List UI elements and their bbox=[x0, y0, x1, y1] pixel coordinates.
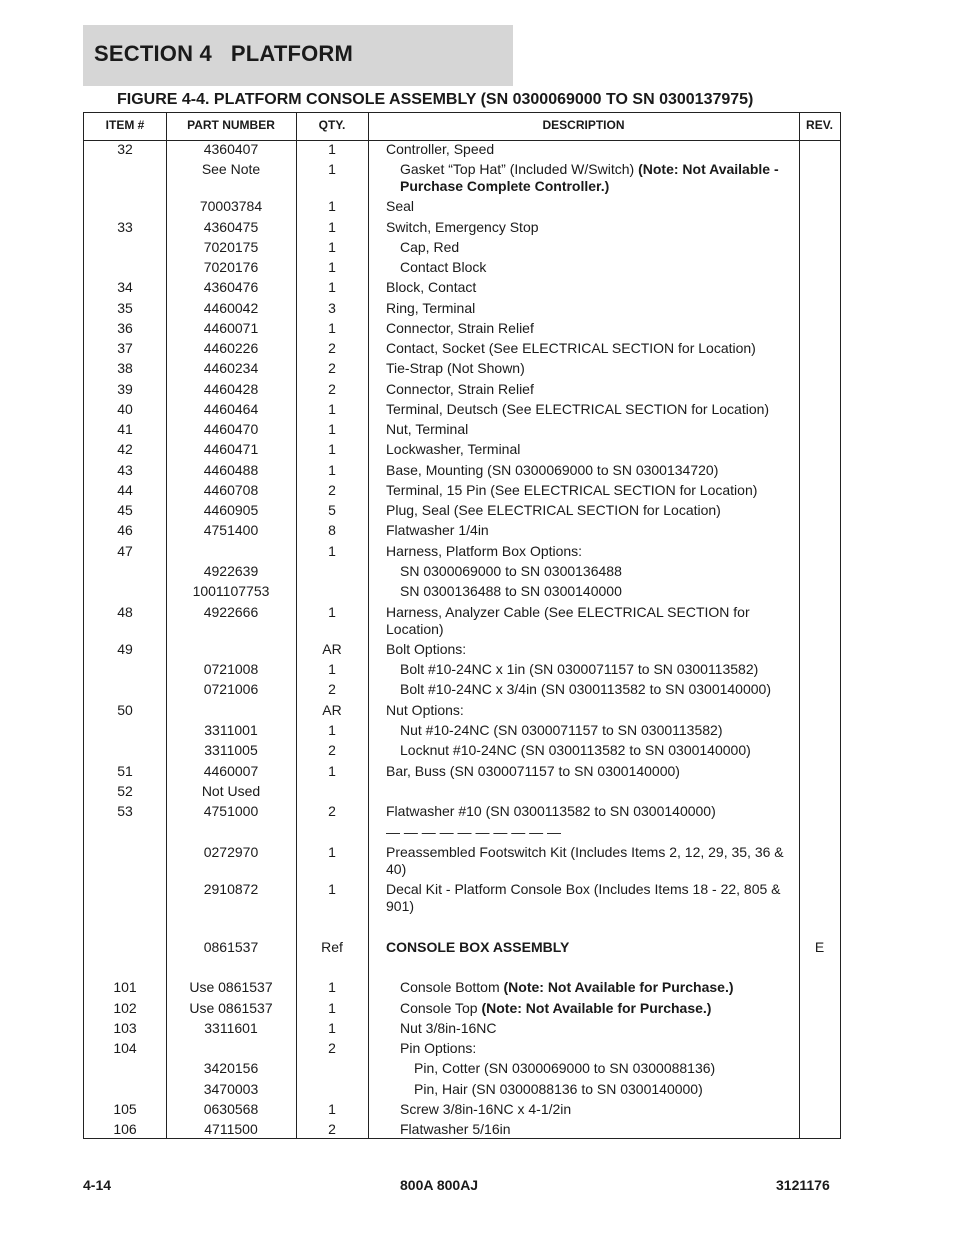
column-header-qty: QTY. bbox=[318, 118, 346, 132]
description-text: Pin Options: bbox=[400, 1040, 477, 1056]
item-number: 105 bbox=[113, 1101, 137, 1117]
part-number: 0721006 bbox=[203, 681, 259, 697]
part-number: 4751000 bbox=[203, 803, 259, 819]
quantity: 1 bbox=[328, 979, 336, 995]
quantity: 1 bbox=[328, 844, 336, 860]
part-number: 4460007 bbox=[203, 763, 259, 779]
description bbox=[386, 563, 786, 580]
quantity: 1 bbox=[328, 604, 336, 620]
quantity: 2 bbox=[328, 681, 336, 697]
description bbox=[386, 939, 786, 956]
description bbox=[386, 681, 786, 698]
description-text: Nut Options: bbox=[386, 702, 464, 718]
description-text: Tie-Strap (Not Shown) bbox=[386, 360, 525, 376]
part-number: 4360476 bbox=[203, 279, 259, 295]
doc-number: 3121176 bbox=[776, 1177, 830, 1193]
description bbox=[386, 1040, 786, 1057]
quantity: 1 bbox=[328, 722, 336, 738]
part-number: See Note bbox=[201, 161, 261, 177]
item-number: 50 bbox=[117, 702, 133, 718]
item-number: 106 bbox=[113, 1121, 137, 1137]
item-number: 44 bbox=[117, 482, 133, 498]
quantity: 1 bbox=[328, 462, 336, 478]
quantity: 1 bbox=[328, 1020, 336, 1036]
part-number: 4360407 bbox=[203, 141, 259, 157]
column-header-description: DESCRIPTION bbox=[542, 118, 625, 132]
quantity: 1 bbox=[328, 161, 336, 177]
part-number: 4460234 bbox=[203, 360, 259, 376]
quantity: 1 bbox=[328, 320, 336, 336]
description-text: Harness, Analyzer Cable (See ELECTRICAL SECTION for Location) bbox=[386, 604, 750, 637]
description bbox=[386, 239, 786, 256]
part-number: 4922666 bbox=[203, 604, 259, 620]
quantity: 2 bbox=[328, 482, 336, 498]
description bbox=[386, 462, 786, 479]
quantity: 1 bbox=[328, 661, 336, 677]
item-number: 40 bbox=[117, 401, 133, 417]
quantity: AR bbox=[322, 641, 342, 657]
quantity: 2 bbox=[328, 803, 336, 819]
description-note: (Note: Not Available for Purchase.) bbox=[481, 1000, 712, 1016]
description-note: (Note: Not Available - Purchase Complete Controller.) bbox=[400, 161, 779, 194]
description-text: Switch, Emergency Stop bbox=[386, 219, 539, 235]
description bbox=[386, 198, 786, 215]
item-number: 51 bbox=[117, 763, 133, 779]
description bbox=[386, 279, 786, 296]
part-number: 2910872 bbox=[203, 881, 259, 897]
part-number: 70003784 bbox=[199, 198, 263, 214]
description-text: Base, Mounting (SN 0300069000 to SN 0300134720) bbox=[386, 462, 719, 478]
item-number: 32 bbox=[117, 141, 133, 157]
quantity: 1 bbox=[328, 141, 336, 157]
description bbox=[386, 641, 786, 658]
description bbox=[386, 259, 786, 276]
quantity: 1 bbox=[328, 401, 336, 417]
quantity: 3 bbox=[328, 300, 336, 316]
item-number: 43 bbox=[117, 462, 133, 478]
description bbox=[386, 502, 786, 519]
item-number: 45 bbox=[117, 502, 133, 518]
description-text: Plug, Seal (See ELECTRICAL SECTION for Location) bbox=[386, 502, 721, 518]
part-number: 4922639 bbox=[203, 563, 259, 579]
column-divider bbox=[368, 113, 369, 1138]
description bbox=[386, 543, 786, 560]
description bbox=[386, 661, 786, 678]
quantity: 2 bbox=[328, 1121, 336, 1137]
description-text: Bolt #10-24NC x 1in (SN 0300071157 to SN 0300113582) bbox=[400, 661, 759, 677]
item-number: 48 bbox=[117, 604, 133, 620]
description-text: Ring, Terminal bbox=[386, 300, 476, 316]
item-number: 102 bbox=[113, 1000, 137, 1016]
description bbox=[386, 1121, 786, 1138]
description bbox=[386, 604, 786, 638]
part-number: 4460471 bbox=[203, 441, 259, 457]
part-number: 4360475 bbox=[203, 219, 259, 235]
column-header-part-number: PART NUMBER bbox=[187, 118, 275, 132]
description bbox=[386, 340, 786, 357]
part-number: 3311001 bbox=[204, 722, 258, 738]
description bbox=[386, 522, 786, 539]
description-text: Bolt #10-24NC x 3/4in (SN 0300113582 to SN 0300140000) bbox=[400, 681, 771, 697]
description-text: Gasket “Top Hat” (Included W/Switch) bbox=[400, 161, 639, 177]
description-text: Bar, Buss (SN 0300071157 to SN 0300140000) bbox=[386, 763, 680, 779]
description-text: — — — — — — — — — — bbox=[386, 824, 562, 840]
quantity: 1 bbox=[328, 198, 336, 214]
description-text: Flatwasher 1/4in bbox=[386, 522, 489, 538]
part-number: 4460226 bbox=[203, 340, 259, 356]
column-header-item: ITEM # bbox=[105, 118, 145, 132]
description bbox=[386, 1101, 786, 1118]
description-text: Contact, Socket (See ELECTRICAL SECTION for Location) bbox=[386, 340, 756, 356]
quantity: 1 bbox=[328, 1101, 336, 1117]
part-number: 4460464 bbox=[203, 401, 259, 417]
part-number: 4460042 bbox=[203, 300, 259, 316]
part-number: 4460708 bbox=[203, 482, 259, 498]
description bbox=[386, 360, 786, 377]
quantity: 1 bbox=[328, 543, 336, 559]
item-number: 47 bbox=[117, 543, 133, 559]
part-number: 0630568 bbox=[203, 1101, 259, 1117]
description-text: Flatwasher 5/16in bbox=[400, 1121, 511, 1137]
item-number: 103 bbox=[113, 1020, 137, 1036]
quantity: Ref bbox=[321, 939, 343, 955]
section-title: SECTION 4 PLATFORM bbox=[94, 41, 354, 66]
item-number: 52 bbox=[117, 783, 133, 799]
description-text: Preassembled Footswitch Kit (Includes Items 2, 12, 29, 35, 36 & 40) bbox=[386, 844, 784, 877]
item-number: 41 bbox=[117, 421, 133, 437]
revision: E bbox=[814, 939, 825, 955]
description-text: Connector, Strain Relief bbox=[386, 381, 534, 397]
description-text: Decal Kit - Platform Console Box (Includes Items 18 - 22, 805 & 901) bbox=[386, 881, 781, 914]
description-text: Locknut #10-24NC (SN 0300113582 to SN 0300140000) bbox=[400, 742, 751, 758]
part-number: Use 0861537 bbox=[189, 979, 273, 995]
quantity: 2 bbox=[328, 381, 336, 397]
description-text: Harness, Platform Box Options: bbox=[386, 543, 583, 559]
description-text: Console Top bbox=[400, 1000, 482, 1016]
part-number: 4460905 bbox=[203, 502, 259, 518]
part-number: 4751400 bbox=[203, 522, 259, 538]
item-number: 39 bbox=[117, 381, 133, 397]
description-text: Pin, Cotter (SN 0300069000 to SN 0300088136) bbox=[414, 1060, 716, 1076]
description-text: Terminal, 15 Pin (See ELECTRICAL SECTION for Location) bbox=[386, 482, 758, 498]
description bbox=[386, 300, 786, 317]
description-text: Screw 3/8in-16NC x 4-1/2in bbox=[400, 1101, 572, 1117]
item-number: 49 bbox=[117, 641, 133, 657]
quantity: 1 bbox=[328, 1000, 336, 1016]
part-number: 3420156 bbox=[203, 1060, 259, 1076]
item-number: 37 bbox=[117, 340, 133, 356]
part-number: 7020176 bbox=[203, 259, 259, 275]
item-number: 36 bbox=[117, 320, 133, 336]
part-number: 7020175 bbox=[203, 239, 259, 255]
description bbox=[386, 824, 786, 841]
item-number: 38 bbox=[117, 360, 133, 376]
description bbox=[386, 401, 786, 418]
item-number: 101 bbox=[113, 979, 137, 995]
part-number: Not Used bbox=[201, 783, 261, 799]
description-text: Lockwasher, Terminal bbox=[386, 441, 521, 457]
item-number: 35 bbox=[117, 300, 133, 316]
item-number: 42 bbox=[117, 441, 133, 457]
part-number: 4460071 bbox=[203, 320, 259, 336]
description-text: Nut 3/8in-16NC bbox=[400, 1020, 497, 1036]
description bbox=[386, 742, 786, 759]
item-number: 104 bbox=[113, 1040, 137, 1056]
description bbox=[386, 1060, 786, 1077]
description bbox=[386, 482, 786, 499]
description-text: Console Bottom bbox=[400, 979, 504, 995]
description bbox=[386, 881, 786, 915]
figure-title: FIGURE 4-4. PLATFORM CONSOLE ASSEMBLY (SN 0300069000 TO SN 0300137975) bbox=[117, 91, 754, 108]
part-number: 0861537 bbox=[203, 939, 259, 955]
description bbox=[386, 161, 786, 195]
description-text: Nut #10-24NC (SN 0300071157 to SN 0300113582) bbox=[400, 722, 723, 738]
description-text: SN 0300136488 to SN 0300140000 bbox=[400, 583, 622, 599]
item-number: 46 bbox=[117, 522, 133, 538]
quantity: 1 bbox=[328, 259, 336, 275]
description-text: Nut, Terminal bbox=[386, 421, 469, 437]
description bbox=[386, 1000, 786, 1017]
part-number: 1001107753 bbox=[192, 583, 270, 599]
description-text: Seal bbox=[386, 198, 415, 214]
part-number: 3311601 bbox=[204, 1020, 258, 1036]
quantity: 1 bbox=[328, 279, 336, 295]
description bbox=[386, 1081, 786, 1098]
description-text: Block, Contact bbox=[386, 279, 477, 295]
quantity: 1 bbox=[328, 219, 336, 235]
description bbox=[386, 441, 786, 458]
quantity: 2 bbox=[328, 742, 336, 758]
description bbox=[386, 979, 786, 996]
part-number: Use 0861537 bbox=[189, 1000, 273, 1016]
description bbox=[386, 421, 786, 438]
quantity: 5 bbox=[328, 502, 336, 518]
part-number: 3470003 bbox=[203, 1081, 259, 1097]
description-text: Connector, Strain Relief bbox=[386, 320, 534, 336]
description bbox=[386, 320, 786, 337]
column-header-rev: REV. bbox=[806, 118, 833, 132]
quantity: 2 bbox=[328, 1040, 336, 1056]
quantity: 1 bbox=[328, 881, 336, 897]
description-text: Bolt Options: bbox=[386, 641, 467, 657]
quantity: 1 bbox=[328, 763, 336, 779]
quantity: AR bbox=[322, 702, 342, 718]
description bbox=[386, 844, 786, 878]
page-number: 4-14 bbox=[83, 1177, 112, 1193]
part-number: 3311005 bbox=[204, 742, 258, 758]
description bbox=[386, 763, 786, 780]
quantity: 2 bbox=[328, 340, 336, 356]
item-number: 53 bbox=[117, 803, 133, 819]
description-text: Pin, Hair (SN 0300088136 to SN 0300140000) bbox=[414, 1081, 703, 1097]
description-text: Terminal, Deutsch (See ELECTRICAL SECTION for Location) bbox=[386, 401, 770, 417]
description bbox=[386, 722, 786, 739]
model-label: 800A 800AJ bbox=[400, 1177, 479, 1193]
item-number: 33 bbox=[117, 219, 133, 235]
parts-table bbox=[83, 112, 841, 1139]
part-number: 4460488 bbox=[203, 462, 259, 478]
part-number: 0721008 bbox=[203, 661, 259, 677]
description bbox=[386, 381, 786, 398]
description-text: SN 0300069000 to SN 0300136488 bbox=[400, 563, 622, 579]
part-number: 4460470 bbox=[203, 421, 259, 437]
item-number: 34 bbox=[117, 279, 133, 295]
description bbox=[386, 702, 786, 719]
description-text: Flatwasher #10 (SN 0300113582 to SN 0300140000) bbox=[386, 803, 716, 819]
part-number: 0272970 bbox=[203, 844, 259, 860]
description-text: Contact Block bbox=[400, 259, 487, 275]
quantity: 1 bbox=[328, 239, 336, 255]
description bbox=[386, 1020, 786, 1037]
description bbox=[386, 141, 786, 158]
description bbox=[386, 803, 786, 820]
description bbox=[386, 219, 786, 236]
part-number: 4711500 bbox=[204, 1121, 258, 1137]
description-note: (Note: Not Available for Purchase.) bbox=[503, 979, 734, 995]
quantity: 1 bbox=[328, 441, 336, 457]
description-text: Controller, Speed bbox=[386, 141, 495, 157]
column-divider bbox=[799, 113, 800, 1138]
description bbox=[386, 583, 786, 600]
description-text: Cap, Red bbox=[400, 239, 460, 255]
description-note: CONSOLE BOX ASSEMBLY bbox=[386, 939, 570, 955]
quantity: 1 bbox=[328, 421, 336, 437]
quantity: 2 bbox=[328, 360, 336, 376]
part-number: 4460428 bbox=[203, 381, 259, 397]
quantity: 8 bbox=[328, 522, 336, 538]
